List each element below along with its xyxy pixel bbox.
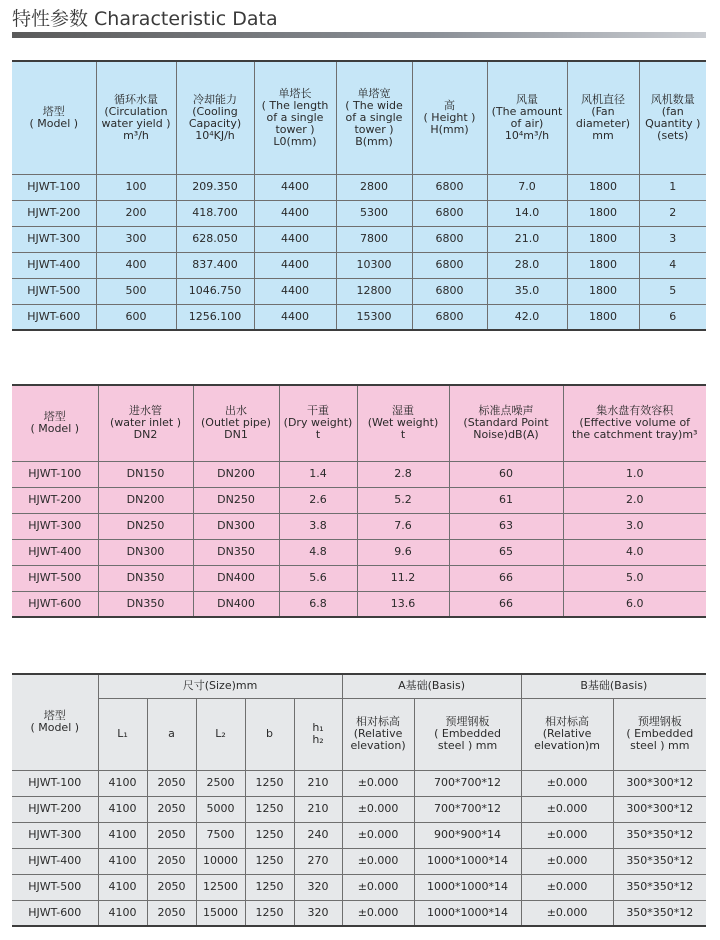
header-tower-length: 单塔长 ( The length of a single tower ) L0(mm) bbox=[254, 61, 336, 174]
header-dry-weight: 干重 (Dry weight) t bbox=[279, 385, 357, 461]
table-cell: DN350 bbox=[98, 591, 193, 617]
table-row bbox=[12, 874, 706, 900]
model-cell: HJWT-300 bbox=[12, 226, 96, 252]
model-cell: HJWT-500 bbox=[12, 278, 96, 304]
table-cell: 1800 bbox=[567, 278, 639, 304]
table-cell: 2050 bbox=[147, 796, 196, 822]
header-water-inlet: 进水管 (water inlet ) DN2 bbox=[98, 385, 193, 461]
table-cell: 66 bbox=[449, 591, 563, 617]
table-cell: 1256.100 bbox=[176, 304, 254, 330]
table-cell: 200 bbox=[96, 200, 176, 226]
table-row bbox=[12, 200, 706, 226]
foundation-size-table bbox=[12, 673, 706, 927]
table-cell: 21.0 bbox=[487, 226, 567, 252]
table-cell: 7.6 bbox=[357, 513, 449, 539]
table-cell: 7800 bbox=[336, 226, 412, 252]
table-cell: 837.400 bbox=[176, 252, 254, 278]
table-cell: 270 bbox=[294, 848, 342, 874]
table-cell: 350*350*12 bbox=[613, 874, 706, 900]
title-underline-bar bbox=[12, 32, 706, 38]
model-cell: HJWT-200 bbox=[12, 487, 98, 513]
table-cell: 5.0 bbox=[563, 565, 706, 591]
table-cell: ±0.000 bbox=[521, 822, 613, 848]
table-cell: 1800 bbox=[567, 252, 639, 278]
model-cell: HJWT-500 bbox=[12, 874, 98, 900]
model-cell: HJWT-200 bbox=[12, 796, 98, 822]
table-cell: 11.2 bbox=[357, 565, 449, 591]
table-cell: 1250 bbox=[245, 770, 294, 796]
model-cell: HJWT-400 bbox=[12, 252, 96, 278]
model-cell: HJWT-300 bbox=[12, 822, 98, 848]
table-cell: DN250 bbox=[98, 513, 193, 539]
table-cell: 400 bbox=[96, 252, 176, 278]
header-l1: L₁ bbox=[98, 698, 147, 770]
table-cell: 28.0 bbox=[487, 252, 567, 278]
table-cell: 14.0 bbox=[487, 200, 567, 226]
table-row bbox=[12, 822, 706, 848]
model-cell: HJWT-100 bbox=[12, 770, 98, 796]
table-cell: 1250 bbox=[245, 822, 294, 848]
header-noise: 标准点噪声 (Standard Point Noise)dB(A) bbox=[449, 385, 563, 461]
table-row bbox=[12, 591, 706, 617]
table-cell: 42.0 bbox=[487, 304, 567, 330]
table-cell: 2050 bbox=[147, 848, 196, 874]
table-row bbox=[12, 226, 706, 252]
table-cell: 63 bbox=[449, 513, 563, 539]
table-cell: ±0.000 bbox=[342, 900, 414, 926]
table-cell: 3.0 bbox=[563, 513, 706, 539]
table-cell: 350*350*12 bbox=[613, 822, 706, 848]
table-cell: 1800 bbox=[567, 200, 639, 226]
table-cell: 209.350 bbox=[176, 174, 254, 200]
model-cell: HJWT-100 bbox=[12, 461, 98, 487]
header-model: 塔型 ( Model ) bbox=[12, 61, 96, 174]
table-cell: ±0.000 bbox=[342, 848, 414, 874]
table-cell: 66 bbox=[449, 565, 563, 591]
header-circulation-water-yield: 循环水量 (Circulation water yield ) m³/h bbox=[96, 61, 176, 174]
header-fan-diameter: 风机直径 (Fan diameter) mm bbox=[567, 61, 639, 174]
table-cell: ±0.000 bbox=[342, 874, 414, 900]
table-cell: 100 bbox=[96, 174, 176, 200]
table-cell: 2050 bbox=[147, 822, 196, 848]
header-b-relative-elevation: 相对标高 (Relative elevation)m bbox=[521, 698, 613, 770]
header-h1-h2: h₁ h₂ bbox=[294, 698, 342, 770]
table-cell: ±0.000 bbox=[342, 822, 414, 848]
table-cell: DN200 bbox=[98, 487, 193, 513]
header-wet-weight: 湿重 (Wet weight) t bbox=[357, 385, 449, 461]
table-row bbox=[12, 565, 706, 591]
table-cell: 1.4 bbox=[279, 461, 357, 487]
table-cell: 350*350*12 bbox=[613, 900, 706, 926]
table-cell: 350*350*12 bbox=[613, 848, 706, 874]
table-cell: 5.6 bbox=[279, 565, 357, 591]
table-cell: 4100 bbox=[98, 796, 147, 822]
table-cell: 240 bbox=[294, 822, 342, 848]
table-row bbox=[12, 304, 706, 330]
table-cell: 4400 bbox=[254, 174, 336, 200]
table-cell: DN200 bbox=[193, 461, 279, 487]
table-cell: 6800 bbox=[412, 226, 487, 252]
table-cell: 1.0 bbox=[563, 461, 706, 487]
table-cell: 5300 bbox=[336, 200, 412, 226]
table-cell: 500 bbox=[96, 278, 176, 304]
table-cell: 10000 bbox=[196, 848, 245, 874]
table-cell: 65 bbox=[449, 539, 563, 565]
table-cell: 1 bbox=[639, 174, 706, 200]
header-a-embedded-steel: 预埋钢板 ( Embedded steel ) mm bbox=[414, 698, 521, 770]
table-cell: ±0.000 bbox=[342, 770, 414, 796]
model-cell: HJWT-600 bbox=[12, 591, 98, 617]
table-cell: 61 bbox=[449, 487, 563, 513]
table-cell: 600 bbox=[96, 304, 176, 330]
header-l2: L₂ bbox=[196, 698, 245, 770]
table-cell: DN350 bbox=[98, 565, 193, 591]
table-cell: ±0.000 bbox=[521, 770, 613, 796]
header-air-amount: 风量 (The amount of air) 10⁴m³/h bbox=[487, 61, 567, 174]
table-cell: 6800 bbox=[412, 200, 487, 226]
header-tower-width: 单塔宽 ( The wide of a single tower ) B(mm) bbox=[336, 61, 412, 174]
table-cell: ±0.000 bbox=[521, 900, 613, 926]
table-cell: 4 bbox=[639, 252, 706, 278]
header-fan-quantity: 风机数量 (fan Quantity ) (sets) bbox=[639, 61, 706, 174]
table-cell: DN400 bbox=[193, 565, 279, 591]
model-cell: HJWT-200 bbox=[12, 200, 96, 226]
table-row bbox=[12, 900, 706, 926]
table-cell: 2050 bbox=[147, 770, 196, 796]
table-cell: 2050 bbox=[147, 900, 196, 926]
header-model: 塔型 ( Model ) bbox=[12, 674, 98, 770]
table-cell: 210 bbox=[294, 796, 342, 822]
table-cell: 6800 bbox=[412, 174, 487, 200]
table-cell: 1800 bbox=[567, 304, 639, 330]
table-cell: 3 bbox=[639, 226, 706, 252]
table-cell: 2 bbox=[639, 200, 706, 226]
header-height: 高 ( Height ) H(mm) bbox=[412, 61, 487, 174]
table-row bbox=[12, 796, 706, 822]
table-cell: 1000*1000*14 bbox=[414, 900, 521, 926]
table-cell: 60 bbox=[449, 461, 563, 487]
table-cell: 2.0 bbox=[563, 487, 706, 513]
table-cell: 320 bbox=[294, 874, 342, 900]
table-cell: 4100 bbox=[98, 770, 147, 796]
table-cell: DN300 bbox=[98, 539, 193, 565]
table-cell: 6800 bbox=[412, 278, 487, 304]
table-cell: 700*700*12 bbox=[414, 770, 521, 796]
table-row bbox=[12, 487, 706, 513]
header-b: b bbox=[245, 698, 294, 770]
table-cell: 418.700 bbox=[176, 200, 254, 226]
header-size-group: 尺寸(Size)mm bbox=[98, 674, 342, 698]
table-row bbox=[12, 848, 706, 874]
table-cell: 7.0 bbox=[487, 174, 567, 200]
header-cooling-capacity: 冷却能力 (Cooling Capacity) 10⁴KJ/h bbox=[176, 61, 254, 174]
table-cell: 4100 bbox=[98, 900, 147, 926]
table-cell: 9.6 bbox=[357, 539, 449, 565]
table-cell: 1250 bbox=[245, 796, 294, 822]
table-cell: 4400 bbox=[254, 278, 336, 304]
table-cell: 4.8 bbox=[279, 539, 357, 565]
table-cell: DN300 bbox=[193, 513, 279, 539]
table-cell: 15300 bbox=[336, 304, 412, 330]
table-cell: 6800 bbox=[412, 252, 487, 278]
table-row bbox=[12, 174, 706, 200]
table-cell: 10300 bbox=[336, 252, 412, 278]
table-cell: 2800 bbox=[336, 174, 412, 200]
table-cell: 900*900*14 bbox=[414, 822, 521, 848]
header-catchment-volume: 集水盘有效容积 (Effective volume of the catchment tray)m³ bbox=[563, 385, 706, 461]
header-a-relative-elevation: 相对标高 (Relative elevation) bbox=[342, 698, 414, 770]
table-cell: 1000*1000*14 bbox=[414, 848, 521, 874]
table-cell: 210 bbox=[294, 770, 342, 796]
table-cell: ±0.000 bbox=[521, 848, 613, 874]
header-outlet-pipe: 出水 (Outlet pipe) DN1 bbox=[193, 385, 279, 461]
table-cell: 12500 bbox=[196, 874, 245, 900]
header-b-basis-group: B基础(Basis) bbox=[521, 674, 706, 698]
table-cell: DN350 bbox=[193, 539, 279, 565]
pipe-weight-noise-table bbox=[12, 384, 706, 618]
table-cell: 5.2 bbox=[357, 487, 449, 513]
model-cell: HJWT-400 bbox=[12, 539, 98, 565]
table-cell: DN400 bbox=[193, 591, 279, 617]
model-cell: HJWT-500 bbox=[12, 565, 98, 591]
table-cell: 4400 bbox=[254, 252, 336, 278]
table-cell: 628.050 bbox=[176, 226, 254, 252]
table-cell: 6800 bbox=[412, 304, 487, 330]
table-cell: 13.6 bbox=[357, 591, 449, 617]
model-cell: HJWT-100 bbox=[12, 174, 96, 200]
table-cell: 6.0 bbox=[563, 591, 706, 617]
table-row bbox=[12, 539, 706, 565]
table-cell: 6.8 bbox=[279, 591, 357, 617]
model-cell: HJWT-300 bbox=[12, 513, 98, 539]
header-a: a bbox=[147, 698, 196, 770]
table-cell: 4.0 bbox=[563, 539, 706, 565]
header-b-embedded-steel: 预埋钢板 ( Embedded steel ) mm bbox=[613, 698, 706, 770]
table-cell: 4400 bbox=[254, 304, 336, 330]
table-cell: 5000 bbox=[196, 796, 245, 822]
header-model: 塔型 ( Model ) bbox=[12, 385, 98, 461]
characteristics-table bbox=[12, 60, 706, 331]
table-row bbox=[12, 252, 706, 278]
table-cell: 1250 bbox=[245, 848, 294, 874]
table-row bbox=[12, 770, 706, 796]
table-cell: 2050 bbox=[147, 874, 196, 900]
table-cell: 4100 bbox=[98, 848, 147, 874]
page-title: 特性参数 Characteristic Data bbox=[12, 8, 278, 30]
table-cell: 1250 bbox=[245, 874, 294, 900]
table-cell: 4400 bbox=[254, 226, 336, 252]
table-cell: ±0.000 bbox=[521, 874, 613, 900]
table-cell: 7500 bbox=[196, 822, 245, 848]
table-row bbox=[12, 278, 706, 304]
table-cell: 1800 bbox=[567, 174, 639, 200]
table-cell: 1046.750 bbox=[176, 278, 254, 304]
table-cell: 12800 bbox=[336, 278, 412, 304]
table-cell: 2500 bbox=[196, 770, 245, 796]
table-row bbox=[12, 513, 706, 539]
table-cell: 15000 bbox=[196, 900, 245, 926]
table-cell: DN250 bbox=[193, 487, 279, 513]
table-cell: 35.0 bbox=[487, 278, 567, 304]
table-cell: 2.8 bbox=[357, 461, 449, 487]
table-cell: 4400 bbox=[254, 200, 336, 226]
table-cell: 6 bbox=[639, 304, 706, 330]
header-a-basis-group: A基础(Basis) bbox=[342, 674, 521, 698]
table-cell: 300*300*12 bbox=[613, 770, 706, 796]
table-cell: ±0.000 bbox=[521, 796, 613, 822]
table-cell: 1000*1000*14 bbox=[414, 874, 521, 900]
table-cell: DN150 bbox=[98, 461, 193, 487]
table-cell: 5 bbox=[639, 278, 706, 304]
table-cell: 3.8 bbox=[279, 513, 357, 539]
table-cell: 700*700*12 bbox=[414, 796, 521, 822]
table-cell: ±0.000 bbox=[342, 796, 414, 822]
table-cell: 4100 bbox=[98, 822, 147, 848]
table-cell: 1800 bbox=[567, 226, 639, 252]
table-cell: 2.6 bbox=[279, 487, 357, 513]
table-cell: 320 bbox=[294, 900, 342, 926]
table-cell: 1250 bbox=[245, 900, 294, 926]
table-cell: 300*300*12 bbox=[613, 796, 706, 822]
model-cell: HJWT-600 bbox=[12, 900, 98, 926]
table-row bbox=[12, 461, 706, 487]
table-cell: 300 bbox=[96, 226, 176, 252]
table-cell: 4100 bbox=[98, 874, 147, 900]
model-cell: HJWT-600 bbox=[12, 304, 96, 330]
model-cell: HJWT-400 bbox=[12, 848, 98, 874]
